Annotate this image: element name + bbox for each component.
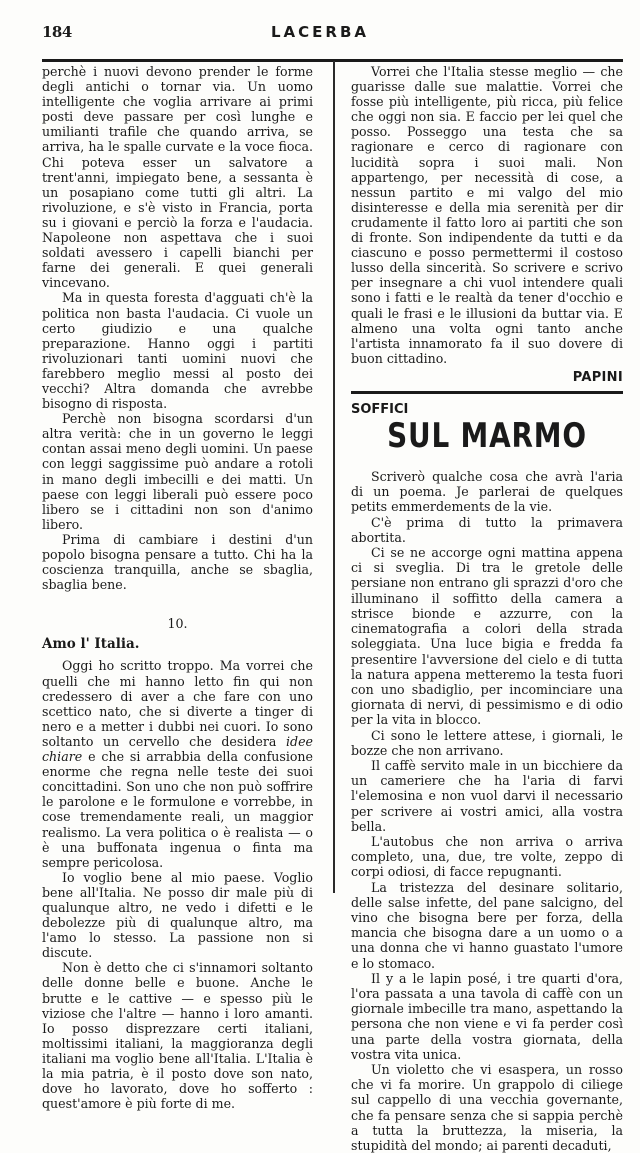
- paragraph: Prima di cambiare i destini d'un popolo bisogna pensare a tutto. Chi ha la coscienza tranquilla, anche se sbaglia, sbaglia bene.: [42, 531, 313, 593]
- paragraph: Ci se ne accorge ogni mattina appena ci si sveglia. Di tra le gretole delle persiane non entrano gli sprazzi d'oro che illuminano il soffitto della camera a strisce bionde e azzurre, con la cinematografia a colori della strada soleggiata. Una luce bigia e fredda fa presentire l'avversione del cielo e di tutta la natura appena metteremo la testa fuori con uno sbadiglio, per incominciare una giornata di nervi, di pessimismo e di odio per la vita in blocco.: [351, 545, 623, 728]
- paragraph: L'autobus che non arriva o arriva completo, una, due, tre volte, zeppo di corpi odiosi, di facce repugnanti.: [351, 833, 623, 880]
- page-number: 184: [42, 23, 72, 41]
- paragraph: Io voglio bene al mio paese. Voglio bene all'Italia. Ne posso dir male più di qualunque altro, ne vedo i difetti e le debolezze più di qualunque altro, ma l'amo lo stesso. La passione non si discute.: [42, 869, 313, 961]
- emphasis-text: idee chiare: [42, 733, 313, 765]
- paragraph: Scriverò qualche cosa che avrà l'aria di un poema. Je parlerai de quelques petits emmerdements de la vie.: [351, 469, 623, 515]
- paragraph: Non è detto che ci s'innamori soltanto delle donne belle e buone. Anche le brutte e le cattive — e spesso più le viziose che l'altre — hanno i loro amanti. Io posso disprezzare certi italiani, moltissimi italiani, la maggioranza degli italiani ma voglio bene all'Italia. L'Italia è la mia patria, è il posto dove son nato, dove ho lavorato, dove ho sofferto : quest'amore è più forte di me.: [42, 960, 313, 1112]
- paragraph: La tristezza del desinare solitario, delle salse infette, del pane salcigno, del vino che bisogna bere per forza, della mancia che bisogna dare a un uomo o a una donna che vi hanno guastato l'umore e lo stomaco.: [351, 879, 623, 971]
- article-body: [351, 469, 623, 1153]
- paragraph: Perchè non bisogna scordarsi d'un altra verità: che in un governo le leggi contan assai meno degli uomini. Un paese con leggi saggissime può andare a rotoli in mano degli imbecilli e dei matti. Un paese con leggi liberali può essere poco libero se i cittadini non son d'animo libero.: [42, 411, 313, 532]
- section-heading: Amo l' Italia.: [42, 636, 140, 653]
- paragraph: perchè i nuovi devono prender le forme degli antichi o tornar via. Un uomo intelligente che voglia arrivare ai primi posti deve passare per così lunghe e umilianti trafile che quando arriva, se arriva, ha le spalle curvate e la voce fioca. Chi poteva esser un salvatore a trent'anni, impiegato bene, a sessanta è un posapiano come tutti gli altri. La rivoluzione, e s'è visto in Francia, porta su i giovani e perciò la forza e l'audacia. Napoleone non aspettava che i suoi soldati avessero i capelli bianchi per farne dei generali. E quei generali vincevano.: [42, 64, 313, 291]
- section-rule: [351, 391, 623, 394]
- masthead: LACERBA: [270, 23, 369, 41]
- paragraph: [42, 658, 313, 869]
- article-title: SUL MARMO: [387, 416, 587, 457]
- paragraph: Il y a le lapin posé, i tre quarti d'ora, l'ora passata a una tavola di caffè con un giornale imbecille tra mano, aspettando la persona che non viene e vi fa perder così una parte della vostra giornata, della vostra vita unica.: [351, 970, 623, 1062]
- paragraph: Ma in questa foresta d'agguati ch'è la politica non basta l'audacia. Ci vuole un certo giudizio e una qualche preparazione. Hanno oggi i partiti rivoluzionari tanti uomini nuovi che farebbero meglio messi al posto dei vecchi? Altra domanda che avrebbe bisogno di risposta.: [42, 290, 313, 412]
- column-divider: [333, 61, 335, 893]
- left-column: [42, 64, 313, 1111]
- paragraph: Vorrei che l'Italia stesse meglio — che guarisse dalle sue malattie. Vorrei che fosse più intelligente, più ricca, più felice che oggi non sia. E faccio per lei quel che posso. Posseggo una testa che sa ragionare e cerco di ragionare con lucidità sopra i suoi mali. Non appartengo, per necessità di cose, a nessun partito e mi valgo del mio disinteresse e della mia serenità per dir crudamente il fatto loro ai partiti che son di fronte. Son indipendente da tutti e da ciascuno e posso permettermi il costoso lusso della sincerità. So scrivere e scrivo per insegnare a chi vuol intendere quali sono i fatti e le realtà da tener d'occhio e quali le frasi e le illusioni da buttar via. E almeno una volta ogni tanto anche l'artista innamorato fa il suo dovere di buon cittadino.: [351, 64, 623, 366]
- article-author: SOFFICI: [351, 401, 409, 417]
- text: e che si arrabbia della confusione enorme che regna nelle teste dei suoi concittadini. Son uno che non può soffrire le parolone e le formulone e vorrebbe, in cose tremendamente reali, un maggior realismo. La vera politica o è realista — o è una buffonata ingenua o finta ma sempre pericolosa.: [42, 749, 313, 870]
- author-signature: PAPINI: [572, 369, 623, 385]
- text: Oggi ho scritto troppo. Ma vorrei che quelli che mi hanno letto fin qui non credessero di aver a che fare con uno scettico nato, che si diverte a tinger di nero e a metter i dubbi nei cuori. Io sono soltanto un cervello che desidera: [42, 658, 313, 749]
- right-column: [351, 64, 623, 1153]
- paragraph: C'è prima di tutto la primavera abortita.: [351, 514, 623, 545]
- paragraph: Un violetto che vi esaspera, un rosso che vi fa morire. Un grappolo di ciliege sul cappello di una vecchia governante, che fa pensare senza che si sappia perchè a tutta la bruttezza, la miseria, la stupidità del mondo; ai parenti decaduti,: [351, 1061, 623, 1153]
- paragraph: Il caffè servito male in un bicchiere da un cameriere che ha l'aria di farvi l'elemosina e non vuol darvi il necessario per scrivere ai vostri amici, alla vostra bella.: [351, 757, 623, 834]
- section-number: 10.: [167, 616, 188, 632]
- paragraph: Ci sono le lettere attese, i giornali, le bozze che non arrivano.: [351, 727, 623, 758]
